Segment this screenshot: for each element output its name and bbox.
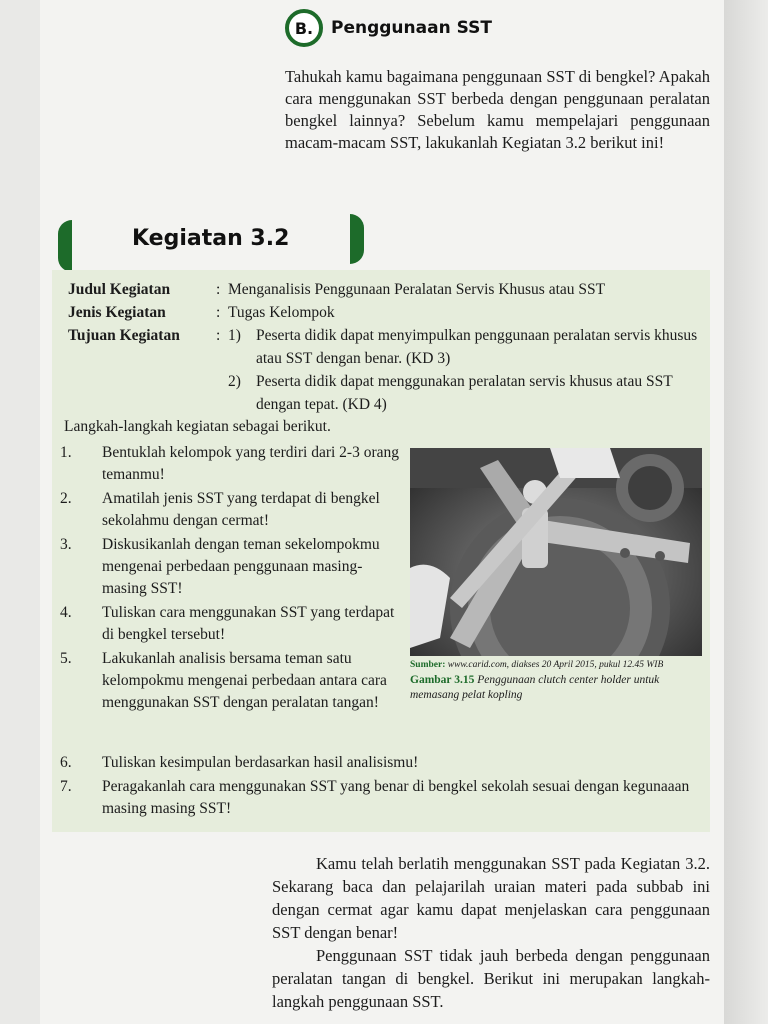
section-header (285, 8, 492, 48)
step-item (60, 648, 400, 714)
figure-title (410, 673, 710, 703)
step-text: Tuliskan cara menggunakan SST yang terdapat di bengkel tersebut! (102, 604, 395, 643)
steps-list-wide (60, 752, 710, 822)
step-item (60, 534, 400, 600)
section-intro (285, 66, 710, 154)
intro-paragraph: Tahukah kamu bagaimana penggunaan SST di bengkel? Apakah cara menggunakan SST berbeda dengan penggunaan peralatan bengkel lainnya? Sebelum kamu mempelajari penggunaan macam-macam SST, lakukanlah Kegiatan 3.2 berikut ini! (285, 67, 710, 152)
meta-jenis-key: Jenis Kegiatan (68, 304, 166, 321)
kegiatan-title: Kegiatan 3.2 (132, 226, 290, 251)
colon: : (216, 327, 221, 344)
tujuan-num: 1) (228, 327, 241, 344)
step-num: 4. (60, 604, 72, 621)
section-title: Penggunaan SST (331, 18, 492, 38)
kegiatan-meta (68, 278, 708, 416)
step-text: Diskusikanlah dengan teman sekelompokmu mengenai perbedaan penggunaan masing-masing SST! (102, 536, 380, 597)
outro-paragraph: Penggunaan SST tidak jauh berbeda dengan penggunaan peralatan tangan di bengkel. Berikut ini merupakan langkah-langkah penggunaan SST. (272, 946, 710, 1011)
step-text: Tuliskan kesimpulan berdasarkan hasil analisismu! (102, 754, 419, 771)
step-num: 3. (60, 536, 72, 553)
figure-caption (410, 658, 710, 703)
source-label: Sumber: (410, 660, 446, 670)
steps-list (60, 442, 400, 716)
meta-judul-key: Judul Kegiatan (68, 281, 171, 298)
meta-tujuan (68, 324, 708, 416)
step-item (60, 752, 710, 774)
step-text: Lakukanlah analisis bersama teman satu kelompokmu mengenai perbedaan antara cara menggunakan SST dengan peralatan tangan! (102, 650, 387, 711)
step-text: Bentuklah kelompok yang terdiri dari 2-3 orang temanmu! (102, 444, 400, 483)
step-text: Amatilah jenis SST yang terdapat di bengkel sekolahmu dengan cermat! (102, 490, 380, 529)
step-num: 5. (60, 650, 72, 667)
clutch-holder-photo (410, 448, 702, 656)
meta-jenis (68, 301, 708, 324)
meta-jenis-value: Tugas Kelompok (228, 304, 335, 321)
source-text: www.carid.com, diakses 20 April 2015, pukul 12.45 WIB (447, 660, 664, 670)
tujuan-item (228, 370, 708, 416)
outro-text (272, 852, 710, 1013)
step-item (60, 442, 400, 486)
figure-label: Gambar 3.15 (410, 674, 475, 686)
tujuan-text: Peserta didik dapat menyimpulkan penggunaan peralatan servis khusus atau SST dengan benar. (KD 3) (256, 327, 698, 367)
tujuan-text: Peserta didik dapat menggunakan peralatan servis khusus atau SST dengan tepat. (KD 4) (256, 373, 673, 413)
bracket-right-decoration (350, 214, 364, 264)
meta-judul (68, 278, 708, 301)
page-edge (724, 0, 768, 1024)
tujuan-item (228, 324, 708, 370)
section-badge: B. (285, 9, 323, 47)
step-num: 6. (60, 754, 72, 771)
figure-text: Penggunaan clutch center holder untuk memasang pelat kopling (410, 674, 660, 701)
step-num: 7. (60, 778, 72, 795)
outro-paragraph: Kamu telah berlatih menggunakan SST pada Kegiatan 3.2. Sekarang baca dan pelajarilah uraian materi pada subbab ini dengan cermat agar kamu dapat menjelaskan cara penggunaan SST dengan benar! (272, 854, 710, 942)
figure-source (410, 658, 710, 673)
meta-tujuan-key: Tujuan Kegiatan (68, 327, 180, 344)
step-num: 1. (60, 444, 72, 461)
steps-heading: Langkah-langkah kegiatan sebagai berikut. (64, 418, 331, 435)
step-item (60, 776, 710, 820)
colon: : (216, 281, 221, 298)
bracket-left-decoration (58, 220, 72, 272)
step-text: Peragakanlah cara menggunakan SST yang benar di bengkel sekolah sesuai dengan kegunaaan masing masing SST! (102, 778, 690, 817)
kegiatan-header (58, 214, 368, 270)
step-item (60, 602, 400, 646)
tujuan-num: 2) (228, 373, 241, 390)
step-num: 2. (60, 490, 72, 507)
colon: : (216, 304, 221, 321)
step-item (60, 488, 400, 532)
meta-tujuan-value (228, 324, 708, 416)
meta-judul-value: Menganalisis Penggunaan Peralatan Servis Khusus atau SST (228, 281, 606, 298)
